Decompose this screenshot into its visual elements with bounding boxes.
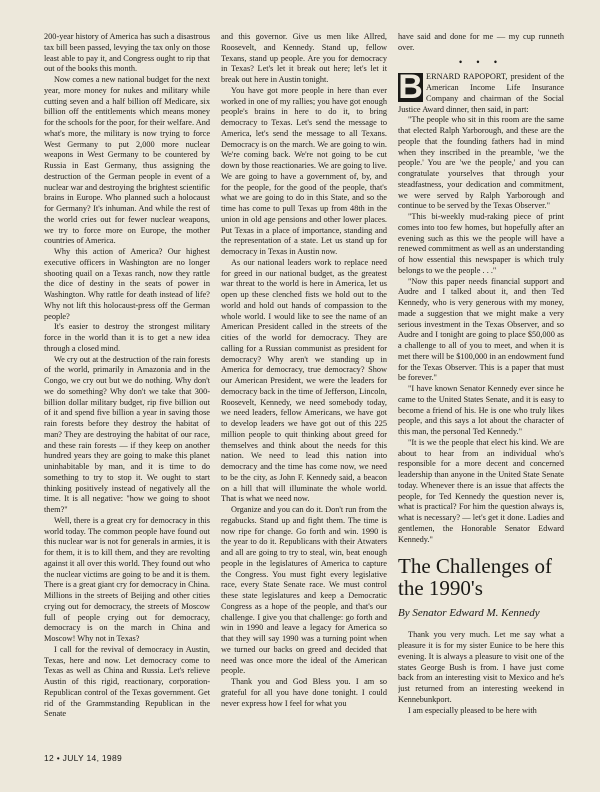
article-paragraph: As our national leaders work to replace need for greed in our national budget, as the greatest war threat to the world is here in America, let us open up these clenched fists we hold out to the world and hold out hands of compassion to the whole world. I would like to see the name of an American President called in the streets of the cities of the world for democracy. They are calling for a Russian communist as president for democracy? Why aren't we standing up in America for democracy, true democracy? Show our American President, we were the leaders for democracy back in the time of Jefferson, Lincoln, Roosevelt, Kennedy, we need somebody today, we need leaders, fellow Americans, we have got to develop leaders we have got out of this 225 million people to quit thinking about greed for themselves and think about the needs for this nation. We need to lead this nation into democracy and the time has come now, we need to be the city, as John F. Kennedy said, a beacon on a hill that will illuminate the whole world. That is what we need now. <box>221 257 387 504</box>
dropcap-paragraph-text: ERNARD RAPOPORT, president of the American Income Life Insurance Company and chairman of the Social Justice Award dinner, then said, in part: <box>398 72 564 114</box>
article-byline: By Senator Edward M. Kennedy <box>398 607 540 620</box>
article-paragraph: "Now this paper needs financial support and Audre and I talked about it, and then Ted Kennedy, who is very generous with my money, made a suggestion that we might make a very serious investment in the Texas Observer, and so Audre and I tonight are going to place $50,000 as a challenge to all of you to meet, and when it is met there will be $100,000 in an endowment fund for the Texas Observer. This is a paper that must be forever." <box>398 276 564 383</box>
article-paragraph: I call for the revival of democracy in Austin, Texas, here and now. Let democracy come to Texas as well as China and Russia. Let's relieve Austin of this rigid, reactionary, corporation-Republican control of the Texas government. Get rid of the Grammstanding Republican in the Senate <box>44 644 210 719</box>
column-middle <box>221 32 387 742</box>
article-paragraph: You have got more people in here than ever worked in one of my rallies; you have got enough people's brains in here to do it, to bring democracy to Texas. Let's send the message to America, let's send the message to all Texans. Democracy is on the march. We are going to win. We're coming back. We're not going to be cut down by those reactionaries. We are going to live. We are going to have a government of, by, and for the people, for the good of the people, that's what we are going to do in this State, and so the time has come to pull Texas up from 48th in the union in old age pensions and other lower places. Put Texas in a place of importance, standing and the representation of a state. Let us stand up for democracy in Texas in Austin now. <box>221 85 387 256</box>
article-paragraph: Organize and you can do it. Don't run from the regabucks. Stand up and fight them. The time is now ripe for change. Go forth and win. 1990 is the year to do it. Republicans with their Atwaters and all are going to try to steal, win, beat enough people in the legislatures of America to capture the Congress. You must fight every legislative race, every State Senate race. We must control these state legislatures and keep a Democratic Congress as a hope of the people, and that's our challenge. I give you that challenge: go forth and win in 1990 and leave a legacy for America so that they will say 1990 was a turning point when we turned our backs on greed and decided that need was once more the ideal of the American people. <box>221 505 387 676</box>
article-paragraph: Thank you and God Bless you. I am so grateful for all you have done tonight. I could never express how I feel for what you <box>221 677 387 708</box>
page-folio: 12 • JULY 14, 1989 <box>44 753 123 763</box>
article-paragraph: and this governor. Give us men like Allred, Roosevelt, and Kennedy. Stand up, fellow Texans, stand up people. Are you for democracy in Texas? Let's let it break out here; let's let it break out here in Austin tonight. <box>221 32 387 84</box>
article-paragraph: Well, there is a great cry for democracy in this world today. The common people have found out this nuclear war is not for generals in armies, it is for them, it is to kill them, and they are revolting against it all over this world. They found out who the nuclear victims are going to be and it is them. There is a great giant cry for democracy in China. Millions in the streets of Beijing and other cities crying out for democracy, the streets of Moscow full of people crying out for democracy, democracy is on the march in China and Moscow! Why not in Texas? <box>44 515 210 643</box>
article-paragraph: "It is we the people that elect his kind. We are about to hear from an individual who's responsible for a more decent and concerned leadership than anyone in the United State Senate today. Whenever there is an issue that affects the people, for Ted Kennedy the question never is, what is practical? For him the question always is, what is necessary? — let's get it done. Ladies and gentlemen, the Honorable Senator Edward Kennedy." <box>398 437 564 544</box>
article-paragraph: 200-year history of America has such a disastrous tax bill been passed, levying the tax only on those least able to pay it, and Congress ought to rip that out of the books this month. <box>44 32 210 74</box>
article-paragraph: Thank you very much. Let me say what a pleasure it is for my sister Eunice to be here this evening. It is always a pleasure to visit one of the states George Bush is from. I have just come back from an interesting visit to Mexico and he's just returned from an interesting weekend in Kennebunkport. <box>398 630 564 704</box>
article-paragraph-dropcap <box>398 68 564 115</box>
article-paragraph: "The people who sit in this room are the same that elected Ralph Yarborough, and these are the people that the founding fathers had in mind when they inscribed in the preamble, 'we the people.' You are 'we the people,' and you can congratulate yourselves that through your steadfastness, your dedication and commitment, we were served by Ralph Yarborough and continue to be served by the Texas Observer." <box>398 115 564 211</box>
column-left <box>44 32 210 742</box>
section-separator: • • • <box>459 56 503 67</box>
article-paragraph: have said and done for me — my cup runneth over. <box>398 32 564 52</box>
article-paragraph: "This bi-weekly mud-raking piece of print comes into too few homes, but hopefully after an evening such as this we the people will have a renewed commitment as well as an understanding of how essential this newspaper is which truly belongs to we the people . . ." <box>398 212 564 275</box>
article-paragraph: It's easier to destroy the strongest military force in the world than it is to get a new idea through a closed mind. <box>44 322 210 353</box>
article-paragraph: I am especially pleased to be here with <box>408 705 537 715</box>
article-paragraph: We cry out at the destruction of the rain forests of the world, primarily in Amazonia and in the Congo, we cry out but we do nothing. Why don't we do something? Why don't we take that 300-billion dollar military budget, rip five billion out of it and spend five billion a year in saving those rain forests before they destroy the habitat of man? They are destroying the habitat of our race, and these rain forests — if they keep on another hundred years they are going to make this planet uninhabitable by man, and it is time to do something to try to stop it. We ought to start thinking positively instead of negatively all the time. It is all negative: "how we going to shoot them?" <box>44 354 210 514</box>
article-paragraph: Now comes a new national budget for the next year, more money for nukes and military while cutting seven and a half billion off Medicare, six billion off the entitlements which means money for the schools for the poor, for their welfare. And what's more, the military is now trying to force West Germany to put 2,000 more nuclear weapons in West Germany to be countered by Russia in East Germany, thus assigning the destruction of the German people in event of a nuclear war and destroying the brightest scientific brains in Europe. Who planned such a holocaust for Germany? It's inhuman. And while the rest of the world cries out for fewer nuclear weapons, we try to force more on Europe, the mother countries of America. <box>44 75 210 246</box>
article-paragraph: Why this action of America? Our highest executive officers in Washington are no longer shooting quail on a Texas ranch, now they rattle the dice of destiny in the seats of power in Washington. Why rattle for death instead of life? Why not lift this holocaust-press off the German people? <box>44 247 210 321</box>
column-right <box>398 32 564 772</box>
article-headline: The Challenges of the 1990's <box>398 554 552 601</box>
article-paragraph: "I have known Senator Kennedy ever since he came to the United States Senate, and it is easy to become a friend of his. He is one who truly likes people, and this says a lot about the character of this man, the personal Ted Kennedy." <box>398 384 564 436</box>
drop-cap: B <box>398 68 423 107</box>
